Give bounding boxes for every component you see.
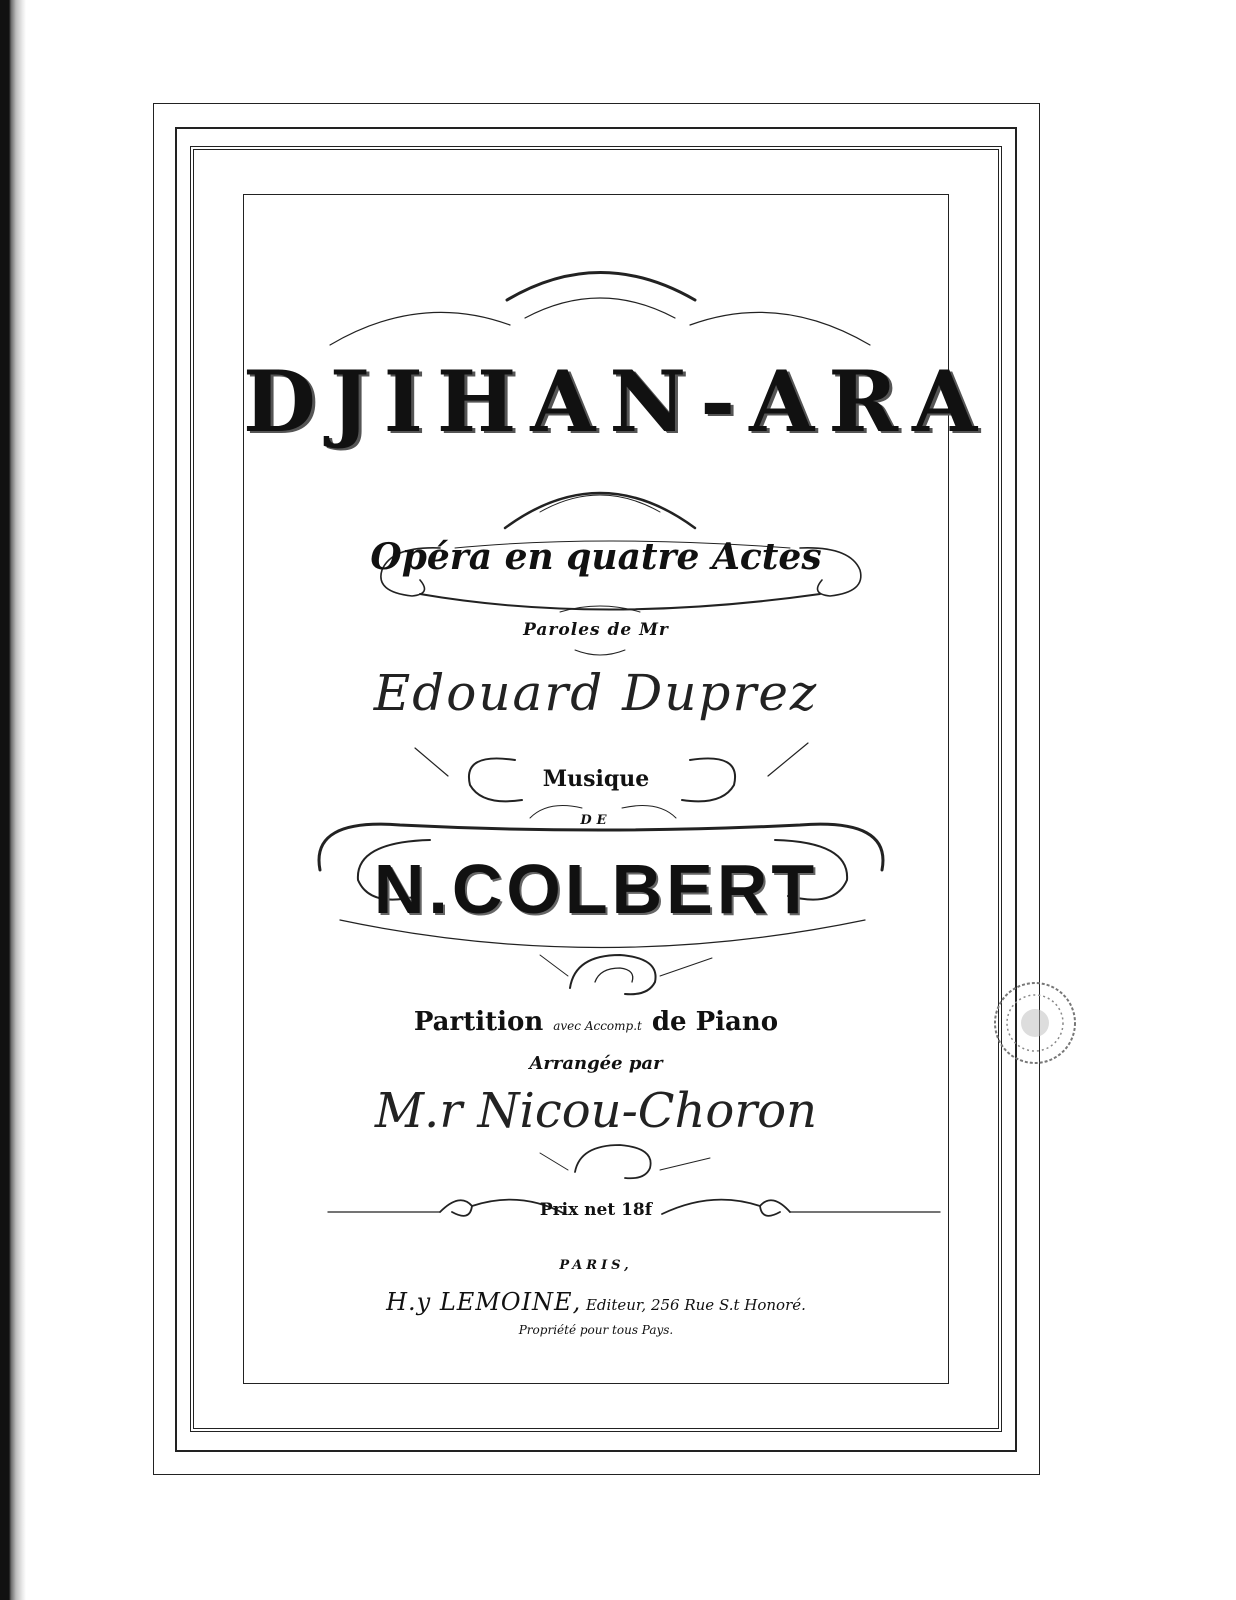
partition-stroke-left xyxy=(540,955,568,976)
mid-arch-inner xyxy=(540,495,660,512)
top-arch-right-wing xyxy=(690,312,870,345)
price-oval xyxy=(575,1145,651,1178)
accompaniment-label: avec Accomp.t xyxy=(553,1019,642,1033)
publisher-name: H.y LEMOINE, xyxy=(386,1288,582,1316)
price-label: Prix net 18f xyxy=(539,1200,653,1220)
arrangee-label: Arrangée par xyxy=(529,1053,663,1074)
opera-title: DJIHAN-ARA xyxy=(243,352,992,451)
musique-label: Musique xyxy=(542,766,650,792)
partition-line xyxy=(243,1007,949,1037)
city-label: PARIS, xyxy=(559,1258,633,1273)
partition-oval xyxy=(570,955,656,994)
opera-subtitle: Opéra en quatre Actes xyxy=(370,536,822,578)
paroles-line: Paroles de Mr xyxy=(523,620,669,640)
mid-arch-outer xyxy=(505,493,695,528)
arranger-name: M.r Nicou-Choron xyxy=(374,1083,818,1139)
top-arch-inner xyxy=(525,298,675,318)
partition-label: Partition xyxy=(413,1007,544,1037)
top-arch-left-wing xyxy=(330,312,510,345)
partition-stroke-right xyxy=(660,958,712,976)
publisher-address: Editeur, 256 Rue S.t Honoré. xyxy=(585,1296,806,1314)
price-stroke-left xyxy=(540,1153,568,1170)
publisher-line xyxy=(243,1288,949,1316)
price-stroke-right xyxy=(660,1158,710,1170)
rights-notice: Propriété pour tous Pays. xyxy=(518,1323,674,1337)
composer-name: N.COLBERT xyxy=(373,850,819,928)
partition-oval-inner xyxy=(595,968,633,982)
piano-label: de Piano xyxy=(651,1007,779,1037)
paroles-arc-bottom xyxy=(575,650,625,655)
library-stamp xyxy=(990,978,1080,1068)
librettist-name: Edouard Duprez xyxy=(373,664,819,722)
top-arch-outer xyxy=(507,273,695,301)
de-label: DE xyxy=(580,813,612,828)
